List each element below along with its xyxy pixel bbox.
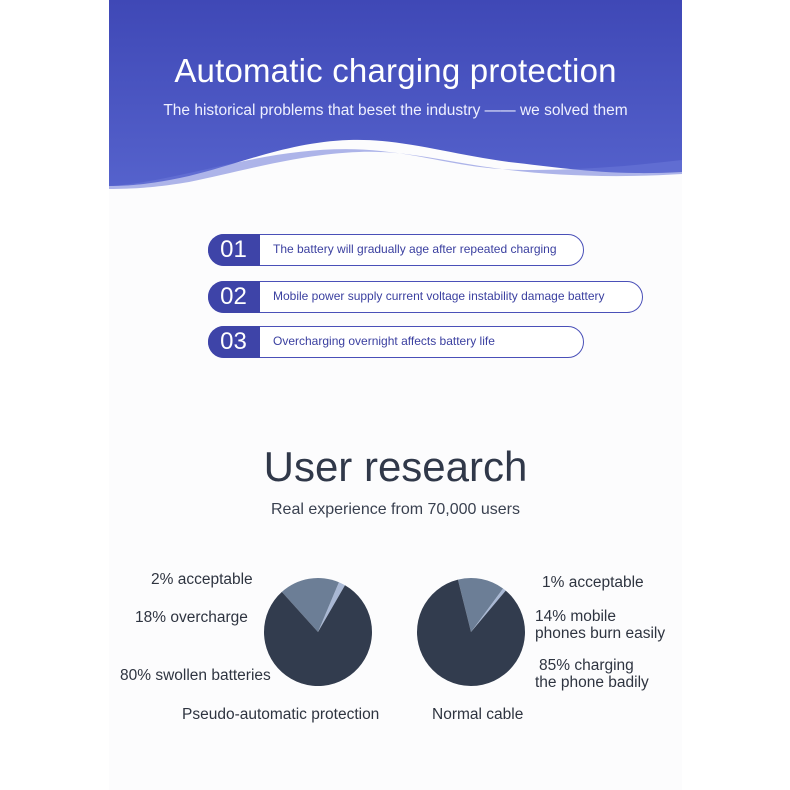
problem-text: Mobile power supply current voltage instability damage battery — [273, 289, 605, 303]
pie1-label-swollen: 80% swollen batteries — [120, 667, 271, 684]
header-subtitle: The historical problems that beset the industry —— we solved them — [163, 102, 628, 119]
pie1-caption: Pseudo-automatic protection — [182, 706, 380, 723]
pie1-label-overcharge: 18% overcharge — [135, 609, 248, 626]
pie2-label-badly — [535, 657, 649, 691]
problem-number: 03 — [208, 326, 260, 358]
research-subtitle: Real experience from 70,000 users — [270, 501, 521, 518]
pie2-label-badly-line-1: 85% charging — [539, 657, 634, 674]
header-title: Automatic charging protection — [174, 52, 617, 89]
pie2-label-badly-line-2: the phone badily — [535, 674, 649, 691]
problem-number: 02 — [208, 281, 260, 313]
product-page — [109, 0, 682, 790]
pie2-label-acceptable: 1% acceptable — [542, 574, 644, 591]
problem-text: Overcharging overnight affects battery life — [273, 334, 495, 348]
pie1-label-acceptable: 2% acceptable — [151, 571, 253, 588]
pie2-label-burn-line-2: phones burn easily — [535, 625, 666, 642]
problem-number: 01 — [208, 234, 260, 266]
pie2-caption: Normal cable — [432, 706, 524, 723]
problem-text: The battery will gradually age after repeated charging — [273, 242, 557, 256]
pie2-label-burn — [535, 608, 665, 642]
pie2-label-burn-line-1: 14% mobile — [535, 608, 616, 625]
research-title: User research — [263, 443, 528, 490]
